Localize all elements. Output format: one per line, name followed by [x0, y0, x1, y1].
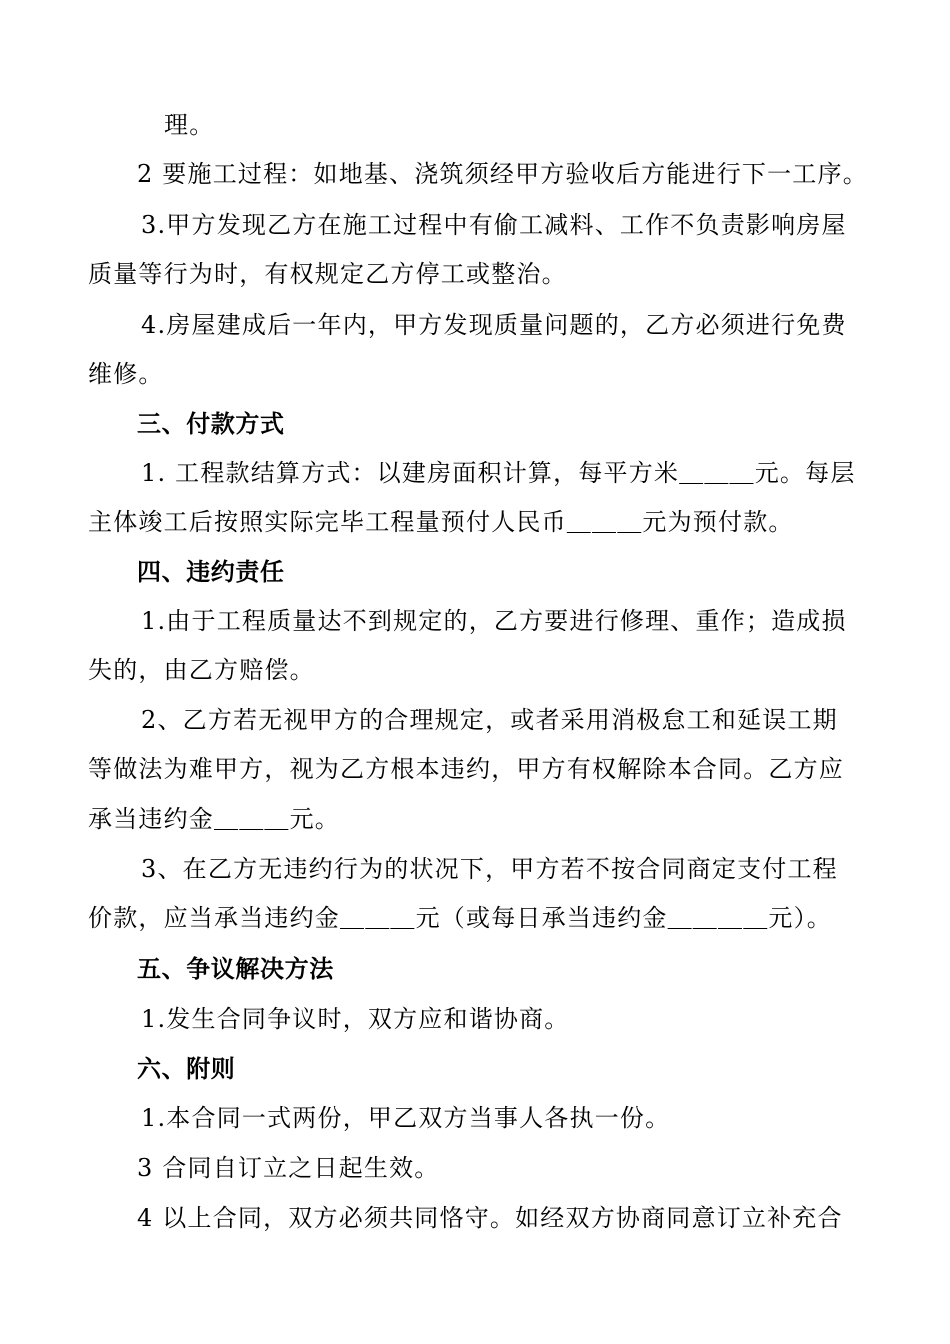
- section-heading-supplementary: 六、附则: [137, 1055, 236, 1083]
- paragraph-line: 3 合同自订立之日起生效。: [137, 1154, 440, 1182]
- paragraph-line: 1.由于工程质量达不到规定的，乙方要进行修理、重作；造成损: [141, 607, 847, 635]
- paragraph-line: 4.房屋建成后一年内，甲方发现质量问题的，乙方必须进行免费: [141, 311, 847, 339]
- paragraph-line: 3、在乙方无违约行为的状况下，甲方若不按合同商定支付工程: [141, 855, 838, 883]
- paragraph-line: 维修。: [88, 360, 164, 388]
- paragraph-line: 理。: [164, 111, 215, 139]
- paragraph-line: 价款，应当承当违约金＿＿＿元（或每日承当违约金＿＿＿＿元）。: [88, 904, 832, 932]
- section-heading-payment: 三、付款方式: [137, 410, 285, 438]
- paragraph-line: 承当违约金＿＿＿元。: [88, 805, 340, 833]
- paragraph-line: 等做法为难甲方，视为乙方根本违约，甲方有权解除本合同。乙方应: [88, 755, 844, 783]
- paragraph-line: 1. 工程款结算方式：以建房面积计算，每平方米＿＿＿元。每层: [141, 459, 856, 487]
- paragraph-line: 1.发生合同争议时，双方应和谐协商。: [141, 1005, 570, 1033]
- paragraph-line: 4 以上合同，双方必须共同恪守。如经双方协商同意订立补充合: [137, 1204, 843, 1232]
- section-heading-dispute: 五、争议解决方法: [137, 955, 334, 983]
- paragraph-line: 3.甲方发现乙方在施工过程中有偷工减料、工作不负责影响房屋: [141, 211, 847, 239]
- paragraph-line: 主体竣工后按照实际完毕工程量预付人民币＿＿＿元为预付款。: [88, 508, 794, 536]
- paragraph-line: 失的，由乙方赔偿。: [88, 656, 315, 684]
- paragraph-line: 1.本合同一式两份，甲乙双方当事人各执一份。: [141, 1104, 671, 1132]
- paragraph-line: 质量等行为时，有权规定乙方停工或整治。: [88, 260, 567, 288]
- paragraph-line: 2 要施工过程：如地基、浇筑须经甲方验收后方能进行下一工序。: [137, 160, 868, 188]
- paragraph-line: 2、乙方若无视甲方的合理规定，或者采用消极怠工和延误工期: [141, 706, 838, 734]
- section-heading-liability: 四、违约责任: [137, 558, 285, 586]
